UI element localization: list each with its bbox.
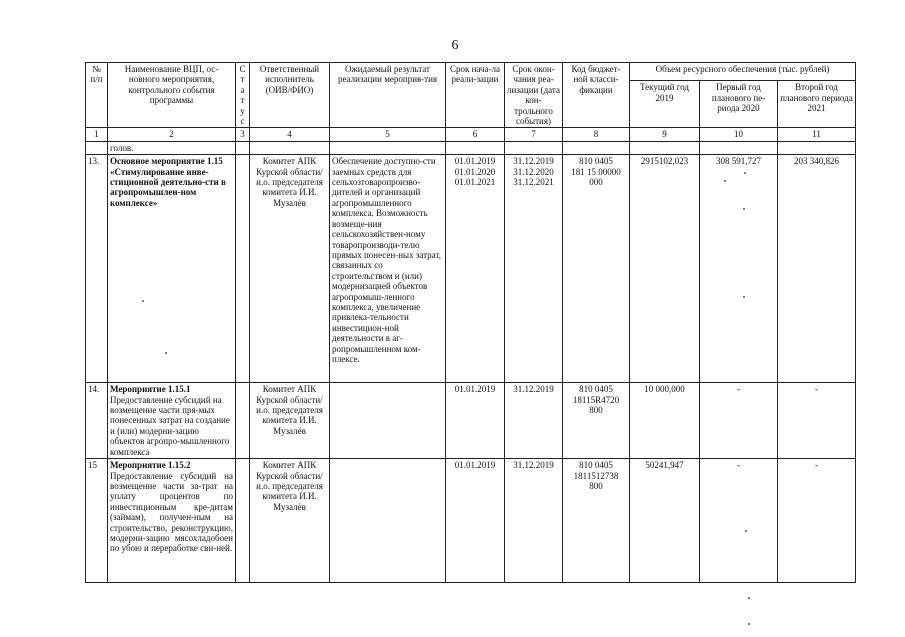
column-number: 1	[86, 128, 108, 141]
row-start: 01.01.2019	[446, 383, 505, 459]
row-status	[236, 383, 250, 459]
row-status	[236, 459, 250, 583]
scan-speck	[744, 172, 746, 174]
row-name: Предоставление субсидий на возмещение части за-трат на уплату процентов по инвестиционным кре-дитам (займам), получен-ным на строительство, реконструкцию, модерни-зацию мясохладобоен по убою и переработке сви-ней.	[110, 470, 233, 554]
header-name: Наименование ВЦП, ос-новного мероприятия, контрольного события программы	[108, 63, 236, 128]
row-name: «Стимулирование инве-стиционной деятельно-сти в агропромышлен-ном комплексе»	[110, 166, 226, 208]
scan-speck	[743, 208, 745, 210]
row-start: 01.01.2019 01.01.2020 01.01.2021	[446, 155, 505, 383]
row-name-cell	[108, 155, 236, 383]
row-number: 14.	[86, 383, 108, 459]
row-name-cell	[108, 383, 236, 459]
row-budget-code: 810 0405 18115R4720 800	[563, 383, 630, 459]
row-amount-2019: 10 000,000	[630, 383, 700, 459]
header-start: Срок нача-ла реали-зации	[446, 63, 505, 128]
row-end: 31.12.2019	[505, 383, 563, 459]
row-amount-2019: 2915102,023	[630, 155, 700, 383]
table-row	[86, 155, 856, 383]
row-status	[236, 155, 250, 383]
row-start: 01.01.2019	[446, 459, 505, 583]
table-row	[86, 459, 856, 583]
scan-speck	[165, 352, 167, 354]
page-number: 6	[451, 38, 459, 53]
row-name-cell	[108, 459, 236, 583]
column-numbers-row	[86, 128, 856, 141]
column-number: 5	[330, 128, 446, 141]
column-number: 3	[236, 128, 250, 141]
scan-speck	[724, 180, 726, 182]
row-amount-2020: -	[700, 383, 778, 459]
row-title: Основное мероприятие 1.15	[110, 156, 223, 167]
header-funding-group: Объем ресурсного обеспечения (тыс. рублей)	[630, 63, 856, 81]
row-amount-2020: 308 591,727	[700, 155, 778, 383]
row-name: Предоставление субсидий на возмещение части пря-мых понесенных затрат на создание и (или) модерни-зацию объектов агропро-мышленного комплекса	[110, 394, 230, 457]
row-title: Мероприятие 1.15.1	[110, 384, 191, 395]
header-result: Ожидаемый результат реализации мероприя-тия	[330, 63, 446, 128]
row-result	[330, 459, 446, 583]
row-number: 13.	[86, 155, 108, 383]
row-result: Обеспечение доступно-сти заемных средств для сельхозтоваропроизво-дителей и организаций агропромышленного комплекса. Возможность возмеще-ния сельскохозяйствен-ному товаропроизводи-телю прямых понесен-ных затрат, связанных со строительством и (или) модернизацией объектов агропромыш-ленного комплекса, увеличение привлека-тельности инвестицион-ной деятельности в аг-ропромышленном ком-плексе.	[330, 155, 446, 383]
row-amount-2021: 203 340,826	[778, 155, 856, 383]
header-status: С т а т у с	[236, 63, 250, 128]
row-responsible: Комитет АПК Курской области/ и.о. председателя комитета И.И. Музалёв	[250, 383, 330, 459]
row-budget-code: 810 0405 1811512738 800	[563, 459, 630, 583]
row-amount-2019: 50241,947	[630, 459, 700, 583]
column-number: 4	[250, 128, 330, 141]
column-number: 10	[700, 128, 778, 141]
row-title: Мероприятие 1.15.2	[110, 460, 191, 471]
column-number: 7	[505, 128, 563, 141]
column-number: 11	[778, 128, 856, 141]
row-responsible: Комитет АПК Курской области/ и.о. председателя комитета И.И. Музалёв	[250, 459, 330, 583]
scan-speck	[748, 623, 750, 625]
scan-speck	[743, 296, 745, 298]
column-number: 8	[563, 128, 630, 141]
row-amount-2021: -	[778, 383, 856, 459]
column-number: 2	[108, 128, 236, 141]
carry-over-row	[86, 141, 856, 154]
scan-speck	[142, 300, 144, 302]
row-result	[330, 383, 446, 459]
scan-speck	[748, 597, 750, 599]
header-year-2020: Первый год планового пе-риода 2020	[700, 81, 778, 128]
header-budget-code: Код бюджет-ной класси-фикации	[563, 63, 630, 128]
scan-speck	[745, 530, 747, 532]
column-number: 9	[630, 128, 700, 141]
row-end: 31.12.2019 31.12.2020 31.12.2021	[505, 155, 563, 383]
header-responsible: Ответственный исполнитель (ОИВ/ФИО)	[250, 63, 330, 128]
table-row	[86, 383, 856, 459]
header-year-2021: Второй год планового периода 2021	[778, 81, 856, 128]
row-responsible: Комитет АПК Курской области/ и.о. председателя комитета И.И. Музалёв	[250, 155, 330, 383]
row-number: 15	[86, 459, 108, 583]
header-end: Срок окон-чания реа-лизации (дата кон-трольного события)	[505, 63, 563, 128]
header-row-1	[86, 63, 856, 81]
row-end: 31.12.2019	[505, 459, 563, 583]
row-budget-code: 810 0405 181 15 00000 000	[563, 155, 630, 383]
row-amount-2020: -	[700, 459, 778, 583]
program-table	[85, 62, 856, 583]
column-number: 6	[446, 128, 505, 141]
row-amount-2021: -	[778, 459, 856, 583]
header-number: № п/п	[86, 63, 108, 128]
header-year-2019: Текущий год 2019	[630, 81, 700, 128]
carry-over-text: голов.	[108, 141, 236, 154]
